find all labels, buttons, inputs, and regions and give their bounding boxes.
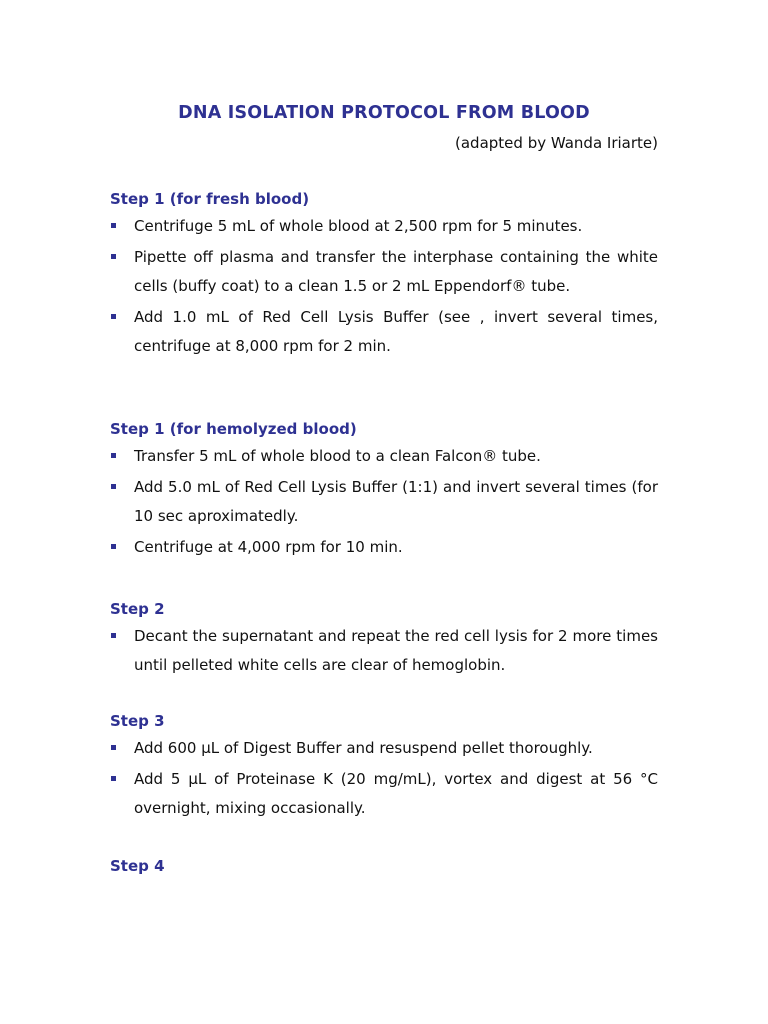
step-list [110, 734, 658, 825]
bullet-icon [111, 314, 116, 319]
list-item-text: Add 5.0 mL of Red Cell Lysis Buffer (1:1) and invert several times (for 10 sec aproximatedly. [134, 478, 658, 525]
list-item-text: Add 1.0 mL of Red Cell Lysis Buffer (see , invert several times, centrifuge at 8,000 rpm for 2 min. [134, 308, 658, 355]
list-item-text: Transfer 5 mL of whole blood to a clean Falcon® tube. [134, 447, 541, 465]
list-item-text: Pipette off plasma and transfer the interphase containing the white cells (buffy coat) to a clean 1.5 or 2 mL Eppendorf® tube. [134, 248, 658, 295]
list-item [110, 473, 658, 531]
bullet-icon [111, 776, 116, 781]
bullet-icon [111, 223, 116, 228]
step-list [110, 212, 658, 363]
list-item [110, 243, 658, 301]
list-item [110, 734, 658, 763]
step-heading: Step 2 [110, 600, 165, 618]
list-item-text: Centrifuge at 4,000 rpm for 10 min. [134, 538, 403, 556]
list-item-text: Centrifuge 5 mL of whole blood at 2,500 rpm for 5 minutes. [134, 217, 583, 235]
document-title: DNA ISOLATION PROTOCOL FROM BLOOD [178, 103, 590, 123]
list-item-text: Add 600 µL of Digest Buffer and resuspend pellet thoroughly. [134, 739, 593, 757]
list-item [110, 212, 658, 241]
step-list [110, 442, 658, 564]
list-item [110, 622, 658, 680]
bullet-icon [111, 633, 116, 638]
list-item [110, 303, 658, 361]
bullet-icon [111, 254, 116, 259]
step-list [110, 622, 658, 682]
bullet-icon [111, 484, 116, 489]
list-item-text: Decant the supernatant and repeat the red cell lysis for 2 more times until pelleted white cells are clear of hemoglobin. [134, 627, 658, 674]
bullet-icon [111, 453, 116, 458]
list-item [110, 765, 658, 823]
step-heading: Step 1 (for fresh blood) [110, 190, 310, 208]
step-heading: Step 1 (for hemolyzed blood) [110, 420, 357, 438]
step-heading: Step 3 [110, 712, 165, 730]
list-item [110, 442, 658, 471]
document-subtitle: (adapted by Wanda Iriarte) [455, 134, 658, 152]
bullet-icon [111, 745, 116, 750]
list-item-text: Add 5 µL of Proteinase K (20 mg/mL), vortex and digest at 56 °C overnight, mixing occasionally. [134, 770, 658, 817]
step-heading: Step 4 [110, 857, 165, 875]
list-item [110, 533, 658, 562]
bullet-icon [111, 544, 116, 549]
